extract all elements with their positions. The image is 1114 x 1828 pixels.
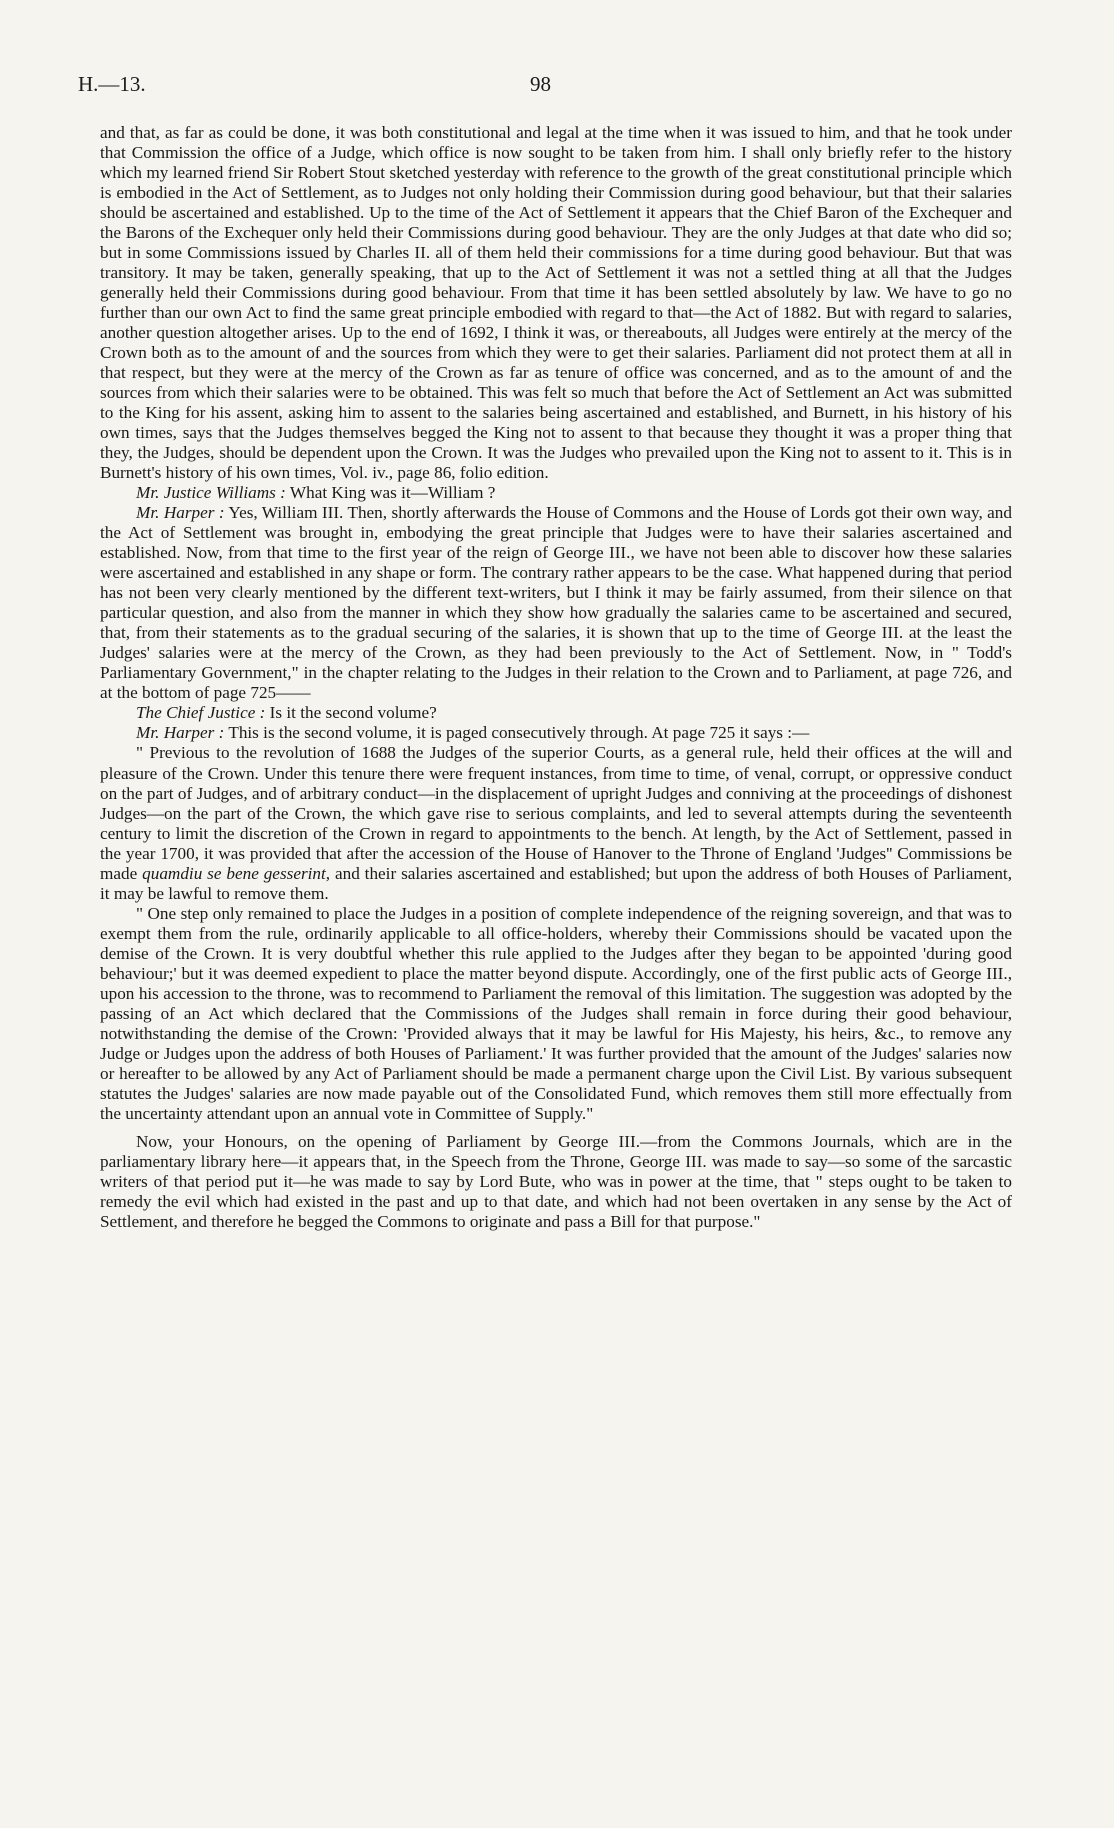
paragraph [100,503,1012,703]
paragraph [100,723,1012,743]
quote-text: and their salaries ascertained and established; but upon the address of both Houses of Parliament, it may be lawful to remove them. [100,863,1012,903]
quote: " One step only remained to place the Judges in a position of complete independence of the reigning sovereign, and that was to exempt them from the rule, ordinarily applicable to all office-holders, whereby their Commissions should be vacated upon the demise of the Crown. It is very doubtful whether this rule applied to the Judges after they began to be appointed 'during good behaviour;' but it was deemed expedient to place the matter beyond dispute. Accordingly, one of the first public acts of George III., upon his accession to the throne, was to recommend to Parliament the removal of this limitation. The suggestion was adopted by the passing of an Act which declared that the Commissions of the Judges shall remain in force during their good behaviour, notwithstanding the demise of the Crown: 'Provided always that it may be lawful for His Majesty, his heirs, &c., to remove any Judge or Judges upon the address of both Houses of Parliament.' It was further provided that the amount of the Judges' salaries now or hereafter to be allowed by any Act of Parliament should be made a permanent charge upon the Civil List. By various subsequent statutes the Judges' salaries are now made payable out of the Consolidated Fund, which removes them still more effectually from the uncertainty attendant upon an annual vote in Committee of Supply." [100,903,1012,1123]
speaker: The Chief Justice : [136,703,266,723]
paragraph [100,703,1012,723]
paragraph: and that, as far as could be done, it was both constitutional and legal at the time when it was issued to him, and that he took under that Commission the office of a Judge, which office is now sought to be taken from him. I shall only briefly refer to the history which my learned friend Sir Robert Stout sketched yesterday with reference to the growth of the great constitutional principle which is embodied in the Act of Settlement, as to Judges not only holding their Commission during good behaviour, but that their salaries should be ascertained and established. Up to the time of the Act of Settlement it appears that the Chief Baron of the Exchequer and the Barons of the Exchequer only held their Commissions during good behaviour. They are the only Judges at that date who did so; but in some Commissions issued by Charles II. all of them held their commissions for a time during good behaviour. But that was transitory. It may be taken, generally speaking, that up to the Act of Settlement it was not a settled thing at all that the Judges generally held their Commissions during good behaviour. From that time it has been settled absolutely by law. We have to go no further than our own Act to find the same great principle embodied with regard to that—the Act of 1882. But with regard to salaries, another question altogether arises. Up to the end of 1692, I think it was, or thereabouts, all Judges were entirely at the mercy of the Crown both as to the amount of and the sources from which they were to get their salaries. Parliament did not protect them at all in that respect, but they were at the mercy of the Crown as far as tenure of office was concerned, and as to the amount of and the sources from which their salaries were to be obtained. This was felt so much that before the Act of Settlement an Act was submitted to the King for his assent, asking him to assent to the salaries being ascertained and established, and Burnett, in his history of his own times, says that the Judges themselves begged the King not to assent to that because they thought it was a proper thing that they, the Judges, should be dependent upon the Crown. It was the Judges who prevailed upon the King not to assent to it. This is in Burnett's history of his own times, Vol. iv., page 86, folio edition. [100,123,1012,483]
page-number: 98 [530,72,551,96]
speech: Yes, William III. Then, shortly afterwards the House of Commons and the House of Lords got their own way, and the Act of Settlement was brought in, embodying the great principle that Judges were to have their salaries ascertained and established. Now, from that time to the first year of the reign of George III., we have not been able to discover how these salaries were ascertained and established in any shape or form. The contrary rather appears to be the case. What happened during that period has not been very clearly mentioned by the different text-writers, but I think it may be fairly assumed, from their silence on that particular question, and also from the manner in which they show how gradually the salaries came to be ascertained and secured, that, from their statements as to the gradual securing of the salaries, it is shown that up to the time of George III. at the least the Judges' salaries were at the mercy of the Crown, as they had been previously to the Act of Settlement. Now, in " Todd's Parliamentary Government," in the chapter relating to the Judges in their relation to the Crown and to Parliament, at page 726, and at the bottom of page 725—— [100,503,1012,703]
speaker: Mr. Justice Williams : [136,483,286,503]
body-text [100,123,1012,1232]
speech: Is it the second volume? [265,703,437,723]
latin: quamdiu se bene gesserint, [142,863,331,883]
header-ref: H.—13. [78,72,146,96]
quote [100,743,1012,903]
speech: This is the second volume, it is paged consecutively through. At page 725 it says :— [224,723,810,743]
paragraph [100,483,1012,503]
speaker: Mr. Harper : [136,723,225,743]
speech: What King was it—William ? [285,483,496,503]
speaker: Mr. Harper : [136,503,225,523]
paragraph: Now, your Honours, on the opening of Parliament by George III.—from the Commons Journals, which are in the parliamentary library here—it appears that, in the Speech from the Throne, George III. was made to say—so some of the sarcastic writers of that period put it—he was made to say by Lord Bute, who was in power at the time, that " steps ought to be taken to remedy the evil which had existed in the past and up to that date, and which had not been overtaken in any sense by the Act of Settlement, and therefore he begged the Commons to originate and pass a Bill for that purpose." [100,1131,1012,1231]
quote-text: " Previous to the revolution of 1688 the Judges of the superior Courts, as a general rule, held their offices at the will and pleasure of the Crown. Under this tenure there were frequent instances, from time to time, of venal, corrupt, or oppressive conduct on the part of Judges, and of arbitrary conduct—in the displacement of upright Judges and conniving at the proceedings of dishonest Judges—on the part of the Crown, the which gave rise to serious complaints, and led to several attempts during the seventeenth century to limit the discretion of the Crown in regard to appointments to the bench. At length, by the Act of Settlement, passed in the year 1700, it was provided that after the accession of the House of Hanover to the Throne of England 'Judges'' Commissions be made [100,743,1012,883]
